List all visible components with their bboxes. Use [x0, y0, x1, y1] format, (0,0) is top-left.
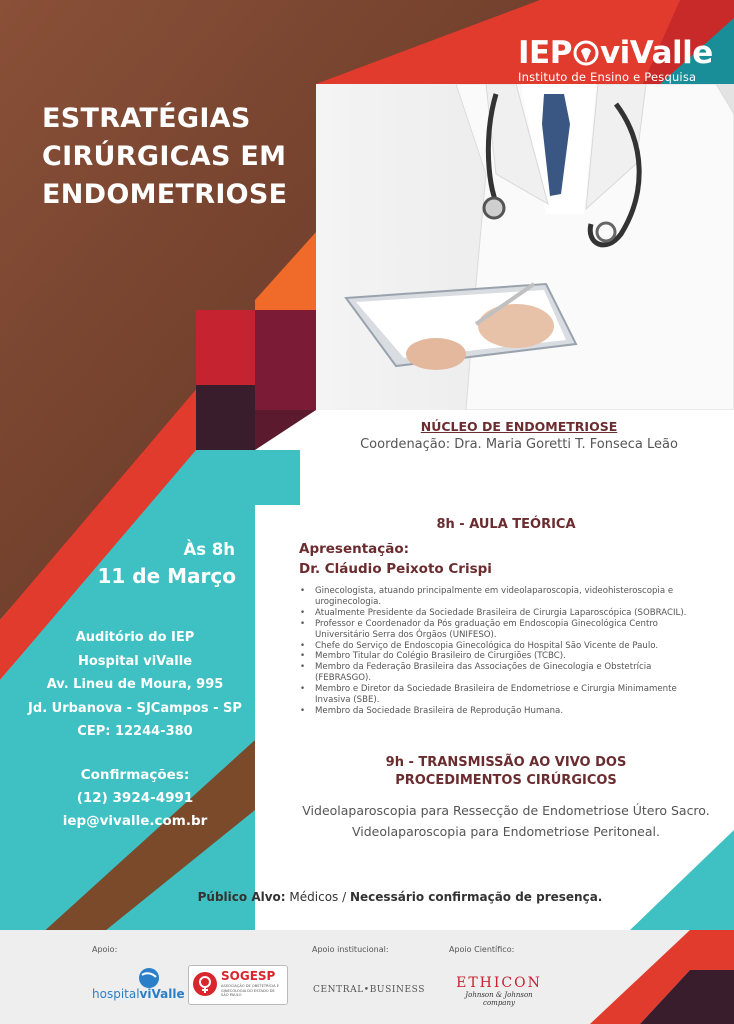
- address-line: Auditório do IEP: [75, 630, 195, 645]
- nucleo-title: NÚCLEO DE ENDOMETRIOSE: [420, 419, 618, 434]
- confirm-email[interactable]: iep@vivalle.com.br: [62, 813, 208, 829]
- confirm-label: Confirmações:: [80, 767, 190, 783]
- brand-name: [518, 36, 723, 70]
- scientific-support-label: Apoio Científico:: [449, 945, 515, 954]
- bio-item: • Ginecologista, atuando principalmente em videolaparoscopia, videohisteroscopia e uroginecologia.: [299, 586, 699, 608]
- bio-item: • Membro e Diretor da Sociedade Brasileira de Endometriose e Cirurgia Minimamente Invasiva (SBE).: [299, 684, 699, 706]
- aula-title: 8h - AULA TEÓRICA: [436, 517, 576, 532]
- brand-suffix: viValle: [599, 35, 713, 71]
- title-line-3: ENDOMETRIOSE: [42, 179, 288, 210]
- stethoscope-chest-piece: [484, 198, 504, 218]
- ethicon-logo: [449, 975, 549, 1007]
- procedure-item: Videolaparoscopia para Endometriose Peritoneal.: [352, 824, 660, 839]
- ethicon-sub: Johnson & Johnson company: [465, 991, 533, 1007]
- bio-item: • Chefe do Serviço de Endoscopia Ginecológica do Hospital São Vicente de Paulo.: [299, 641, 699, 652]
- maroon-block: [255, 310, 316, 410]
- hospital-vivalle-logo: [92, 967, 185, 1007]
- support-label: Apoio:: [92, 945, 118, 954]
- event-title: [42, 100, 322, 214]
- speaker-bio-list: [299, 586, 699, 717]
- bio-item: • Atualmente Presidente da Sociedade Brasileira de Cirurgia Laparoscópica (SOBRACIL).: [299, 608, 699, 619]
- central-business-logo: CENTRAL•BUSINESS: [313, 985, 426, 995]
- audience-label: Público Alvo:: [197, 890, 286, 904]
- sogesp-logo: [188, 965, 288, 1005]
- audience-value: Médicos /: [289, 890, 347, 904]
- address-line: Jd. Urbanova - SJCampos - SP: [28, 700, 242, 716]
- event-date: 11 de Março: [97, 564, 236, 588]
- ethicon-name: ETHICON: [456, 975, 542, 991]
- brand-mark-icon: [573, 40, 599, 66]
- speaker-name: Dr. Cláudio Peixoto Crispi: [299, 561, 492, 577]
- target-audience: [150, 890, 650, 904]
- audience-note: Necessário confirmação de presença.: [350, 890, 603, 904]
- transmission-title: [300, 754, 712, 790]
- presentation-label: Apresentação:: [299, 541, 410, 557]
- procedure-item: Videolaparoscopia para Ressecção de Endometriose Útero Sacro.: [302, 803, 710, 818]
- brand-subtitle: Instituto de Ensino e Pesquisa: [518, 70, 697, 84]
- sogesp-desc: ASSOCIAÇÃO DE OBSTETRÍCIA E GINECOLOGIA DO ESTADO DE SÃO PAULO: [221, 984, 280, 998]
- address-line: Av. Lineu de Moura, 995: [46, 677, 224, 692]
- hospital-logo-text: hospital: [92, 987, 140, 1001]
- sogesp-name: SOGESP: [221, 969, 276, 983]
- event-address: [10, 626, 260, 744]
- confirm-phone[interactable]: (12) 3924-4991: [76, 790, 194, 806]
- procedures-list: [300, 800, 712, 842]
- brand-prefix: IEP: [518, 35, 572, 71]
- address-line: CEP: 12244-380: [77, 724, 193, 739]
- teal-bottom-right: [630, 830, 734, 930]
- hospital-logo-brand: viValle: [139, 987, 185, 1001]
- bio-item: • Membro Titular do Colégio Brasileiro de Cirurgiões (TCBC).: [299, 651, 699, 662]
- event-time: Às 8h: [183, 540, 235, 559]
- bio-item: • Professor e Coordenador da Pós graduação em Endoscopia Ginecológica Centro Universitário Serra dos Órgãos (UNIFESO).: [299, 619, 699, 641]
- nucleo-coordination: Coordenação: Dra. Maria Goretti T. Fonseca Leão: [360, 437, 678, 452]
- transmission-title-line: 9h - TRANSMISSÃO AO VIVO DOS: [385, 755, 627, 770]
- institutional-support-label: Apoio institucional:: [312, 945, 389, 954]
- globe-icon: [138, 967, 160, 989]
- address-line: Hospital viValle: [77, 653, 193, 669]
- bio-item: • Membro da Federação Brasileira das Associações de Ginecologia e Obstetrícia (FEBRASGO).: [299, 662, 699, 684]
- title-line-1: ESTRATÉGIAS: [42, 103, 251, 134]
- transmission-title-line: PROCEDIMENTOS CIRÚRGICOS: [395, 773, 617, 788]
- doctor-photo: [316, 84, 734, 410]
- sogesp-emblem-icon: [192, 971, 218, 997]
- confirmations: [10, 764, 260, 833]
- brand-logo: [518, 36, 723, 84]
- title-line-2: CIRÚRGICAS EM: [42, 141, 287, 172]
- bio-item: • Membro da Sociedade Brasileira de Reprodução Humana.: [299, 706, 699, 717]
